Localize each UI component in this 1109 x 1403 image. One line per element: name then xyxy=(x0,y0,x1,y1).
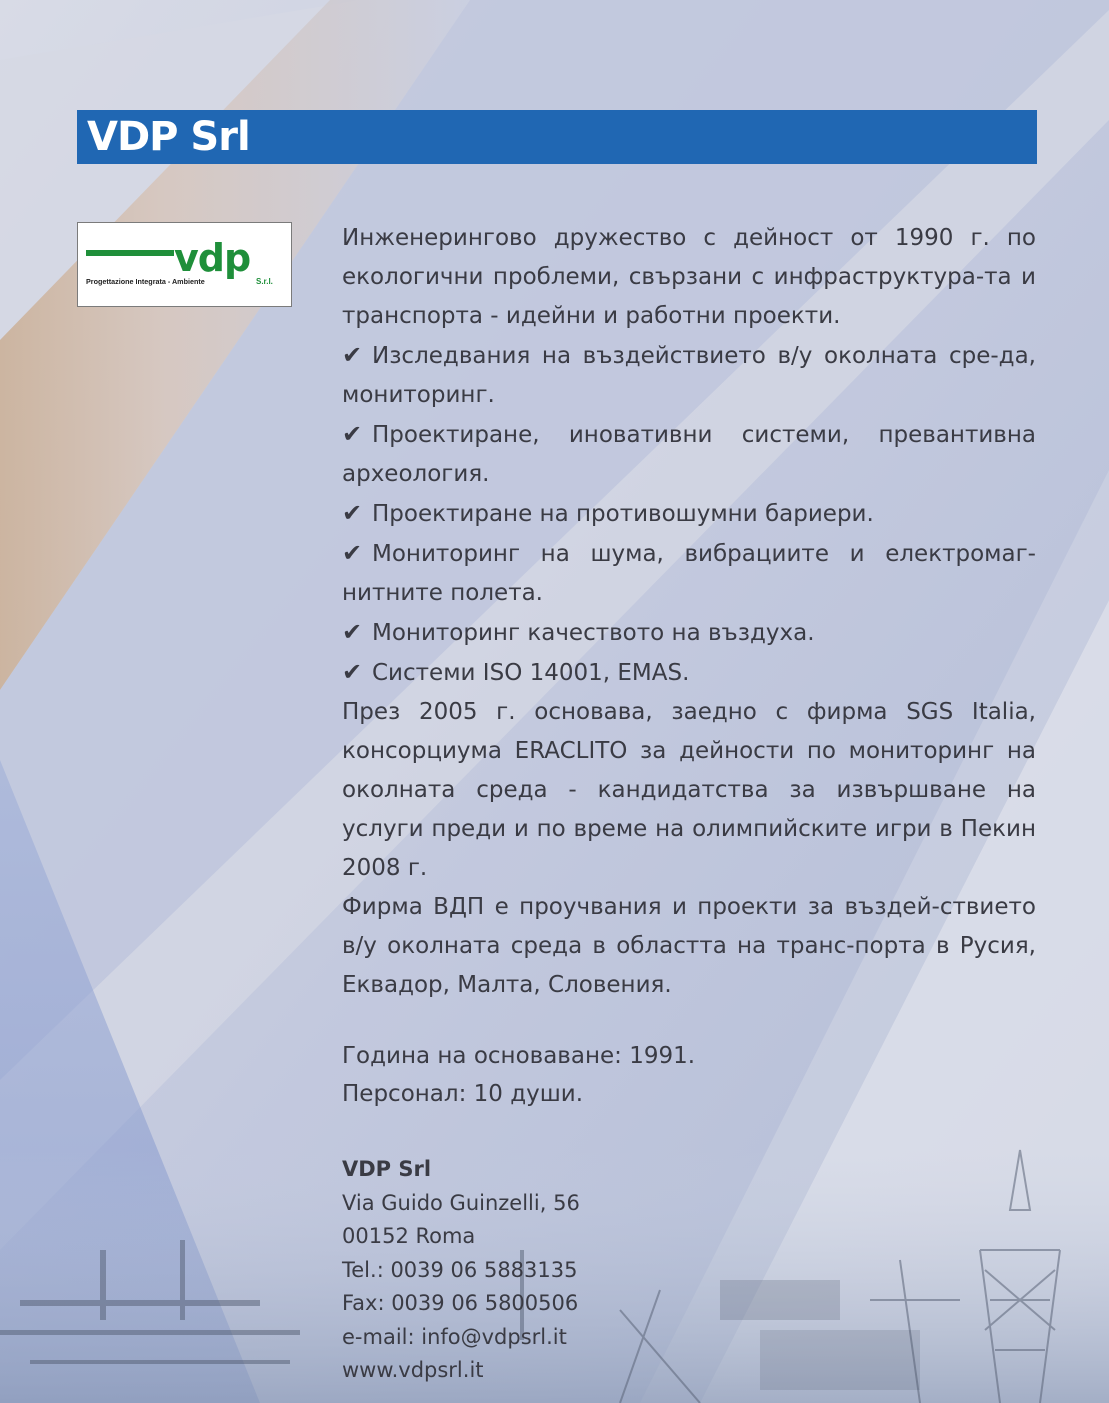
company-facts xyxy=(342,1037,695,1113)
service-item: ✔ Изследвания на въздействието в/у околната сре-да, мониторинг. xyxy=(342,336,1036,415)
header-bar xyxy=(77,110,1037,164)
checkmark-icon: ✔ xyxy=(342,341,363,369)
contact-tel: Tel.: 0039 06 5883135 xyxy=(342,1257,578,1282)
logo-letters: vdp xyxy=(174,236,251,280)
service-item: ✔ Мониторинг на шума, вибрациите и електромаг-нитните полета. xyxy=(342,534,1036,613)
contact-company: VDP Srl xyxy=(342,1157,432,1181)
contact-block xyxy=(342,1153,580,1388)
service-item: ✔ Проектиране на противошумни бариери. xyxy=(342,494,1036,534)
contact-city: 00152 Roma xyxy=(342,1224,476,1248)
checkmark-icon: ✔ xyxy=(342,420,363,448)
contact-email: e-mail: info@vdpsrl.it xyxy=(342,1324,567,1349)
company-description xyxy=(342,219,1036,1005)
contact-website: www.vdpsrl.it xyxy=(342,1358,484,1382)
service-item: ✔ Мониторинг качеството на въздуха. xyxy=(342,613,1036,653)
contact-fax: Fax: 0039 06 5800506 xyxy=(342,1291,579,1315)
checkmark-icon: ✔ xyxy=(342,499,363,527)
projects-paragraph: Фирма ВДП е проучвания и проекти за въздей-ствието в/у околната среда в областта на транс-порта в Русия, Еквадор, Малта, Словения. xyxy=(342,894,1036,998)
intro-paragraph: Инженерингово дружество с дейност от 1990 г. по екологични проблеми, свързани с инфраструктура-та и транспорта - идейни и работни проекти. xyxy=(342,225,1036,329)
checkmark-icon: ✔ xyxy=(342,658,363,686)
page-title: VDP Srl xyxy=(87,114,250,160)
company-logo xyxy=(77,222,292,307)
contact-street: Via Guido Guinzelli, 56 xyxy=(342,1190,580,1215)
founded-year: Година на основаване: 1991. xyxy=(342,1043,696,1069)
staff-count: Персонал: 10 души. xyxy=(342,1081,584,1107)
consortium-paragraph: През 2005 г. основава, заедно с фирма SGS Italia, консорциума ERACLITO за дейности по мониторинг на околната среда - кандидатства за извършване на услуги преди и по време на олимпийските игри в Пекин 2008 г. xyxy=(342,699,1036,881)
logo-suffix: S.r.l. xyxy=(256,277,273,286)
logo-tagline: Progettazione Integrata - Ambiente xyxy=(86,277,205,286)
service-item: ✔ Системи ISO 14001, EMAS. xyxy=(342,653,1036,693)
checkmark-icon: ✔ xyxy=(342,618,363,646)
checkmark-icon: ✔ xyxy=(342,539,363,567)
service-item: ✔ Проектиране, иновативни системи, превантивна археология. xyxy=(342,415,1036,494)
